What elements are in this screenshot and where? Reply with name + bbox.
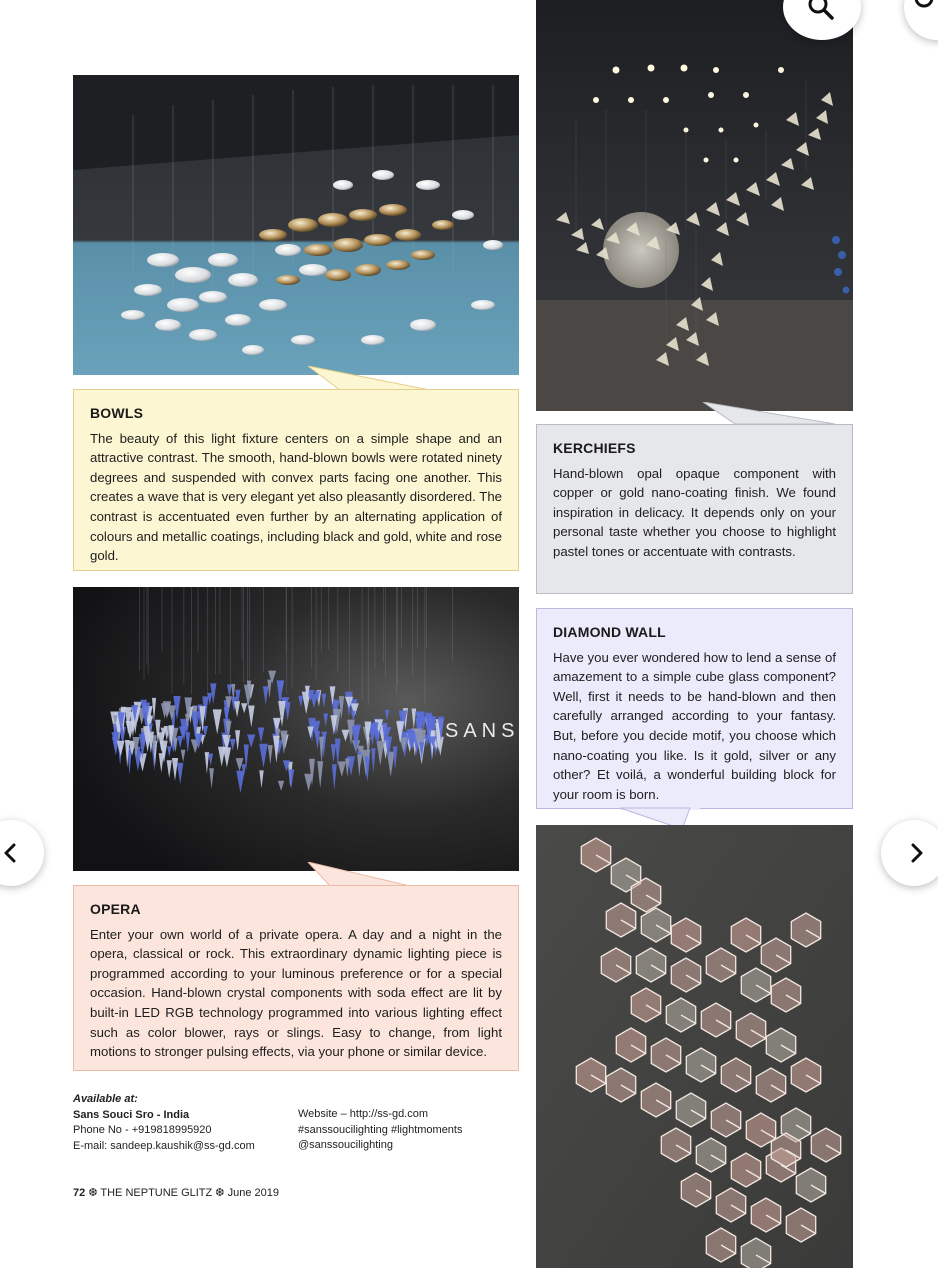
- diamond-wall-photo: [536, 825, 853, 1268]
- bowls-heading: BOWLS: [90, 405, 144, 421]
- bowls-description: [73, 389, 519, 571]
- diamond-wall-description: [536, 608, 853, 809]
- email-address: E-mail: sandeep.kaushik@ss-gd.com: [73, 1139, 255, 1152]
- kerchiefs-text: Hand-blown opal opaque component with copper or gold nano-coating finish. We found inspiration in delicacy. It depends only on your personal taste whether you choose to highlight pastel tones or accentuate with contrasts.: [553, 465, 836, 559]
- bowls-photo: [73, 75, 519, 375]
- opera-description: [73, 885, 519, 1071]
- web-info: [298, 1107, 518, 1154]
- folio-separator-2: ❆: [215, 1187, 225, 1199]
- magazine-name: THE NEPTUNE GLITZ: [100, 1187, 213, 1199]
- kerchiefs-photo: [536, 0, 853, 411]
- chevron-right-icon: [903, 840, 929, 866]
- chevron-left-icon: [0, 840, 24, 866]
- opera-wall-text: SANS: [445, 720, 519, 742]
- website-link: Website – http://ss-gd.com: [298, 1108, 429, 1120]
- previous-page-button[interactable]: [0, 820, 44, 886]
- kerchiefs-heading: KERCHIEFS: [553, 440, 636, 456]
- social-handle: @sanssoucilighting: [298, 1139, 393, 1151]
- kerchiefs-callout-tail: [695, 402, 845, 426]
- hashtags: #sanssoucilighting #lightmoments: [298, 1123, 463, 1136]
- available-label: Available at:: [73, 1093, 138, 1105]
- diamond-wall-heading: DIAMOND WALL: [553, 624, 666, 640]
- opera-heading: OPERA: [90, 901, 141, 917]
- page-folio: [73, 1186, 279, 1199]
- contact-info: [73, 1092, 293, 1154]
- issue-date: June 2019: [227, 1187, 279, 1199]
- diamond-wall-text: Have you ever wondered how to lend a sense of amazement to a simple cube glass component? Well, first it needs to be hand-blown and then carefully arranged according to your fantasy. But, before you decide motif, you choose which nano-coating you like. Is it gold, silver or any other? Et voilá, a wonderful building block for your room is born.: [553, 649, 836, 802]
- secondary-zoom-button[interactable]: [904, 0, 938, 40]
- folio-separator: ❆: [88, 1187, 98, 1199]
- zoom-out-icon: [910, 0, 938, 22]
- opera-text: Enter your own world of a private opera. A day and a night in the opera, classical or rock. This extraordinary dynamic lighting piece is programmed according to your luminous preference or for a special occasion. Hand-blown crystal components with soda effect are lit by built-in LED RGB technology programmed into various lighting effect such as color blower, rays or slings. Easy to change, from light motions to stronger pulsing effects, via your phone or similar device.: [90, 926, 502, 1060]
- search-icon: [805, 0, 839, 30]
- company-name: Sans Souci Sro - India: [73, 1108, 190, 1121]
- kerchiefs-description: [536, 424, 853, 594]
- phone-number: Phone No - +919818995920: [73, 1124, 212, 1136]
- bowls-text: The beauty of this light fixture centers on a simple shape and an attractive contrast. The smooth, hand-blown bowls were rotated ninety degrees and suspended with convex parts facing one another. This creates a wave that is very elegant yet also pleasantly disordered. The contrast is accentuated even further by an alternating application of colours and metallic coatings, including black and gold, white and rose gold.: [90, 430, 502, 564]
- opera-photo: [73, 587, 519, 871]
- page-number: 72: [73, 1187, 86, 1199]
- next-page-button[interactable]: [881, 820, 938, 886]
